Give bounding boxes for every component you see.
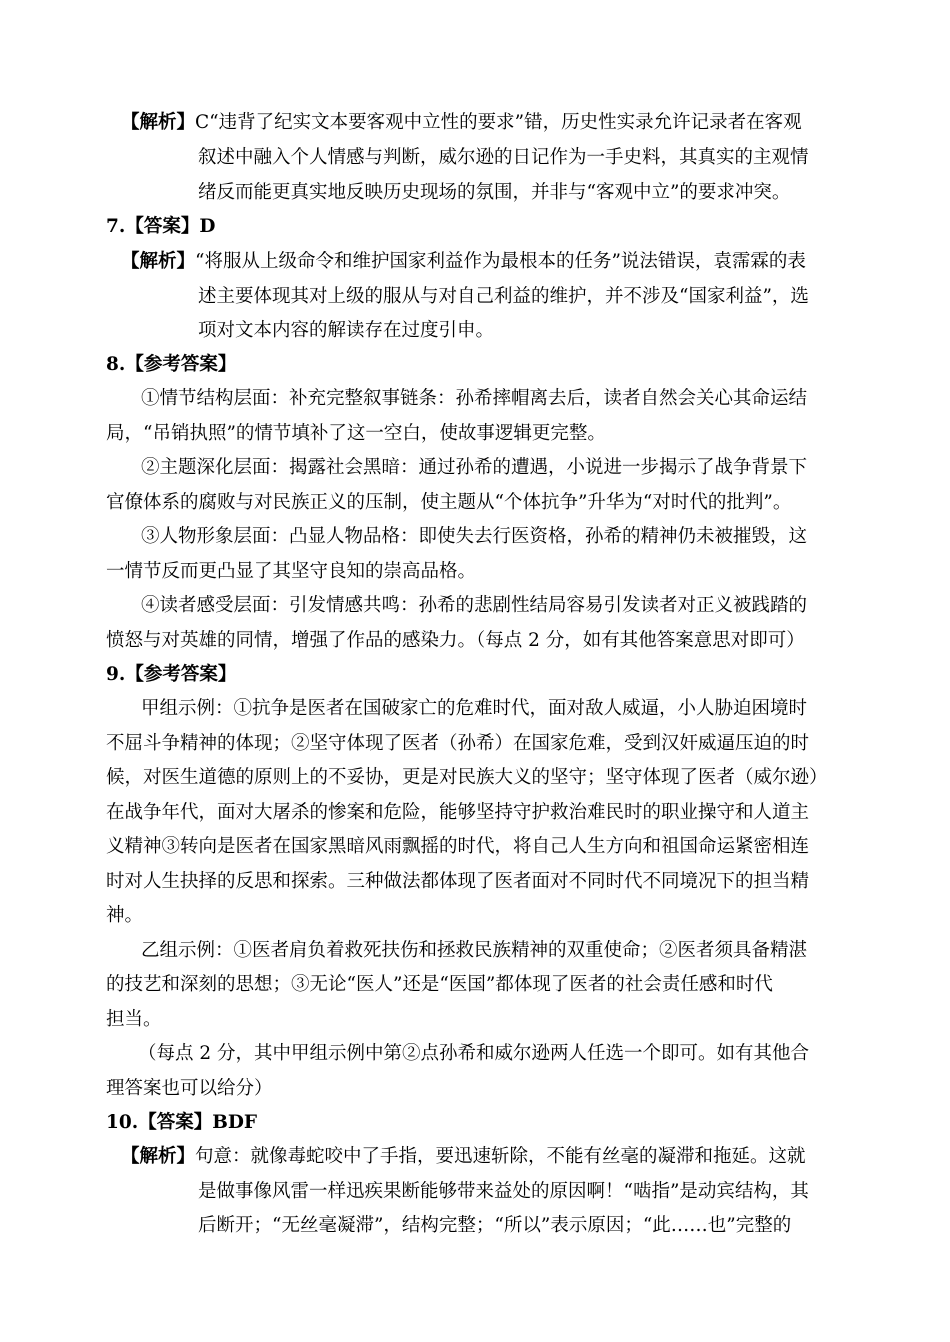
analysis-text: C“违背了纪实文本要客观中立性的要求”错，历史性实录允许记录者在客观	[195, 112, 802, 133]
analysis-text: 句意：就像毒蛇咬中了手指，要迅速斩除，不能有丝毫的凝滞和拖延。这就	[195, 1146, 806, 1167]
q8-line-7: ④读者感受层面：引发情感共鸣：孙希的悲剧性结局容易引发读者对正义被践踏的	[141, 595, 808, 616]
q10-answer-heading	[106, 1108, 257, 1138]
analysis-tag: 【解析】	[121, 251, 196, 272]
q10-analysis-line-3: 后断开；“无丝毫凝滞”，结构完整；“所以”表示原因；“此……也”完整的	[198, 1215, 792, 1236]
q9-heading	[106, 660, 236, 690]
q8-line-8: 愤怒与对英雄的同情，增强了作品的感染力。（每点 2 分，如有其他答案意思对即可）	[106, 630, 805, 651]
reference-answer-tag: 【参考答案】	[125, 664, 237, 685]
q8-line-1: ①情节结构层面：补充完整叙事链条：孙希摔帽离去后，读者自然会关心其命运结	[141, 388, 808, 409]
answer-tag: 【答案】	[125, 216, 200, 237]
q10-analysis-line-1	[121, 1142, 806, 1172]
q6-analysis-line-2: 叙述中融入个人情感与判断，威尔逊的日记作为一手史料，其真实的主观情	[198, 147, 809, 168]
answer-value: BDF	[212, 1112, 258, 1133]
analysis-tag: 【解析】	[121, 112, 196, 133]
q7-analysis-line-1	[121, 247, 806, 277]
q9-line-8: 乙组示例：①医者肩负着救死扶伤和拯救民族精神的双重使命；②医者须具备精湛	[141, 940, 808, 961]
q9-line-7: 神。	[106, 905, 144, 926]
analysis-text: “将服从上级命令和维护国家利益作为最根本的任务”说法错误，袁霈霖的表	[195, 251, 806, 272]
analysis-tag: 【解析】	[121, 1146, 196, 1167]
q9-line-4: 在战争年代，面对大屠杀的惨案和危险，能够坚持守护救治难民时的职业操守和人道主	[106, 802, 810, 823]
q8-line-4: 官僚体系的腐败与对民族正义的压制，使主题从“个体抗争”升华为“对时代的批判”。	[106, 492, 792, 513]
answer-tag: 【答案】	[138, 1112, 213, 1133]
q9-line-1: 甲组示例：①抗争是医者在国破家亡的危难时代，面对敌人威逼，小人胁迫困境时	[141, 698, 808, 719]
q9-line-5: 义精神③转向是医者在国家黑暗风雨飘摇的时代，将自己人生方向和祖国命运紧密相连	[106, 836, 810, 857]
q7-analysis-line-3: 项对文本内容的解读存在过度引申。	[198, 320, 495, 341]
q9-line-3: 候，对医生道德的原则上的不妥协，更是对民族大义的坚守；坚守体现了医者（威尔逊）	[106, 767, 828, 788]
q8-heading	[106, 350, 236, 380]
q8-line-6: 一情节反而更凸显了其坚守良知的崇高品格。	[106, 561, 477, 582]
q9-line-9: 的技艺和深刻的思想；③无论“医人”还是“医国”都体现了医者的社会责任感和时代	[106, 974, 773, 995]
q8-line-2: 局，“吊销执照”的情节填补了这一空白，使故事逻辑更完整。	[106, 423, 606, 444]
q8-line-5: ③人物形象层面：凸显人物品格：即使失去行医资格，孙希的精神仍未被摧毁，这	[141, 526, 808, 547]
question-number: 8.	[106, 354, 126, 375]
question-number: 7.	[106, 216, 126, 237]
q9-line-11: （每点 2 分，其中甲组示例中第②点孙希和威尔逊两人任选一个即可。如有其他合	[138, 1043, 810, 1064]
q9-line-6: 时对人生抉择的反思和探索。三种做法都体现了医者面对不同时代不同境况下的担当精	[106, 871, 810, 892]
q6-analysis-line-3: 绪反而能更真实地反映历史现场的氛围，并非与“客观中立”的要求冲突。	[198, 182, 791, 203]
question-number: 9.	[106, 664, 126, 685]
question-number: 10.	[106, 1112, 139, 1133]
q9-line-12: 理答案也可以给分）	[106, 1078, 273, 1099]
q6-analysis-line-1	[121, 108, 802, 138]
q7-analysis-line-2: 述主要体现其对上级的服从与对自己利益的维护，并不涉及“国家利益”，选	[198, 286, 809, 307]
q9-line-2: 不屈斗争精神的体现；②坚守体现了医者（孙希）在国家危难，受到汉奸威逼压迫的时	[106, 733, 810, 754]
answer-value: D	[199, 216, 216, 237]
q10-analysis-line-2: 是做事像风雷一样迅疾果断能够带来益处的原因啊！“啮指”是动宾结构，其	[198, 1181, 809, 1202]
reference-answer-tag: 【参考答案】	[125, 354, 237, 375]
q9-line-10: 担当。	[106, 1009, 162, 1030]
q7-answer-heading	[106, 212, 215, 242]
q8-line-3: ②主题深化层面：揭露社会黑暗：通过孙希的遭遇，小说进一步揭示了战争背景下	[141, 457, 808, 478]
